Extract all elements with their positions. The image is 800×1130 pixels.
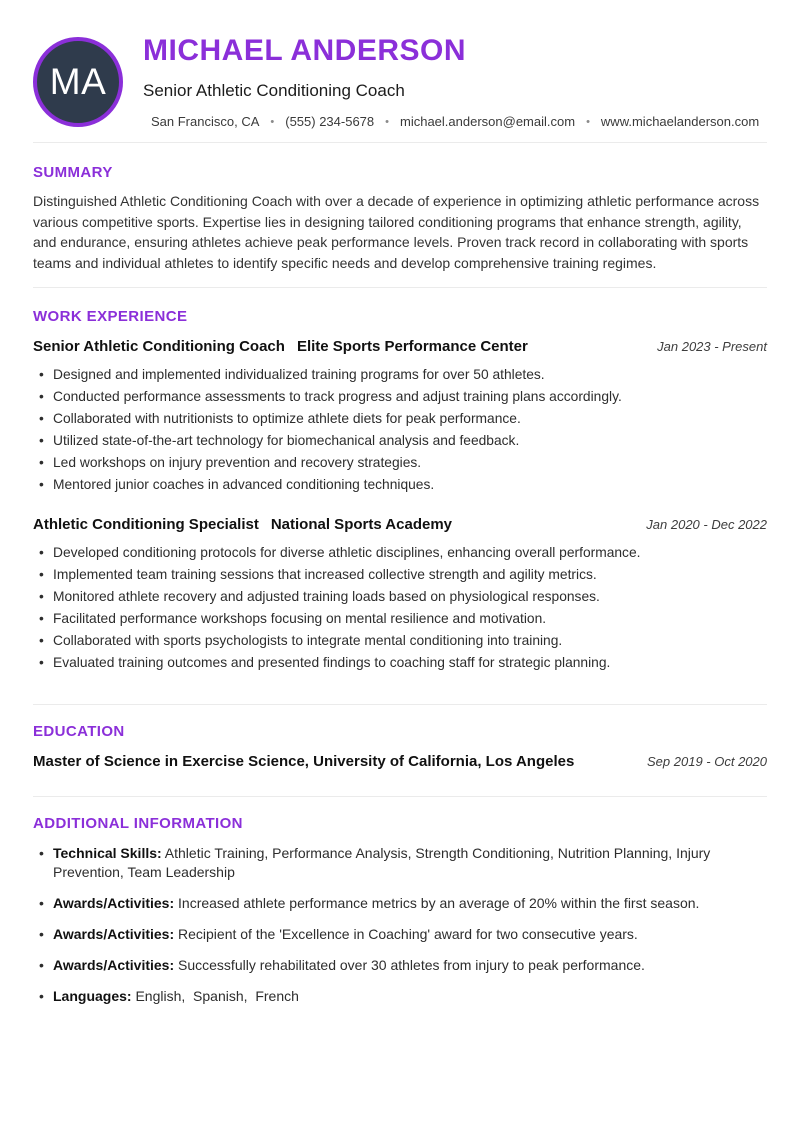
job-entry: [33, 516, 767, 674]
section-education: [33, 705, 767, 796]
job-company: National Sports Academy: [270, 516, 453, 533]
job-bullet: • Evaluated training outcomes and presented findings to coaching staff for strategic planning.: [39, 652, 767, 674]
avatar-initials: MA: [49, 60, 107, 102]
job-bullet: • Collaborated with sports psychologists to integrate mental conditioning into training.: [39, 630, 767, 652]
section-summary: [33, 143, 767, 273]
job-company: Elite Sports Performance Center: [296, 338, 528, 355]
info-item-text: English, Spanish, French: [135, 988, 299, 1004]
job-bullet: • Mentored junior coaches in advanced conditioning techniques.: [39, 474, 767, 496]
name-heading: MICHAEL ANDERSON: [143, 34, 467, 67]
info-item-label: Technical Skills:: [53, 845, 162, 861]
info-item: [39, 987, 767, 1006]
job-dates: Jan 2023 - Present: [657, 339, 767, 354]
work-experience-heading: WORK EXPERIENCE: [33, 308, 188, 325]
contact-website: www.michaelanderson.com: [600, 114, 760, 129]
job-title: Athletic Conditioning Specialist: [33, 516, 259, 533]
job-bullet: • Implemented team training sessions that increased collective strength and agility metrics.: [39, 564, 767, 586]
info-item-text: Recipient of the 'Excellence in Coaching' award for two consecutive years.: [178, 926, 638, 942]
job-entry: [33, 338, 767, 496]
resume-header: [33, 0, 767, 129]
section-additional-information: [33, 797, 767, 1006]
job-title-company: [33, 516, 452, 533]
info-item: [39, 844, 767, 882]
additional-info-list: [33, 844, 767, 1006]
job-header: [33, 516, 767, 533]
info-item-label: Awards/Activities:: [53, 895, 175, 911]
job-bullet: • Developed conditioning protocols for diverse athletic disciplines, enhancing overall performance.: [39, 542, 767, 564]
contact-location: San Francisco, CA: [151, 114, 260, 129]
contact-row: [143, 114, 767, 129]
info-item: [39, 925, 767, 944]
info-item-text: Increased athlete performance metrics by an average of 20% within the first season.: [178, 895, 700, 911]
job-bullet-list: [33, 364, 767, 496]
contact-separator-dot: •: [270, 116, 275, 128]
education-heading: EDUCATION: [33, 723, 125, 740]
job-bullet: • Monitored athlete recovery and adjusted training loads based on physiological responses.: [39, 586, 767, 608]
job-title: Senior Athletic Conditioning Coach: [33, 338, 285, 355]
header-text-block: [143, 34, 767, 129]
info-item-text: Successfully rehabilitated over 30 athletes from injury to peak performance.: [178, 957, 645, 973]
info-item-label: Awards/Activities:: [53, 926, 175, 942]
info-item-label: Languages:: [53, 988, 132, 1004]
job-bullet: • Collaborated with nutritionists to optimize athlete diets for peak performance.: [39, 408, 767, 430]
additional-information-heading: ADDITIONAL INFORMATION: [33, 815, 243, 832]
avatar: [33, 37, 123, 127]
job-bullet: • Utilized state-of-the-art technology for biomechanical analysis and feedback.: [39, 430, 767, 452]
education-entry: [33, 753, 767, 770]
contact-separator-dot: •: [586, 116, 590, 128]
summary-paragraph: Distinguished Athletic Conditioning Coach with over a decade of experience in optimizing athletic performance across various competitive sports. Expertise lies in designing tailored conditioning programs that enhance strength, agility, and endurance, ensuring athletes achieve peak performance levels. Proven track record in collaborating with sports teams and individual athletes to identify specific needs and develop comprehensive training regimes.: [33, 193, 760, 271]
job-bullet-list: [33, 542, 767, 674]
section-work-experience: [33, 288, 767, 704]
contact-phone: (555) 234-5678: [285, 114, 375, 129]
job-dates: Jan 2020 - Dec 2022: [646, 517, 767, 532]
education-dates: Sep 2019 - Oct 2020: [647, 754, 767, 769]
education-degree: Master of Science in Exercise Science, University of California, Los Angeles: [33, 753, 575, 770]
info-item-label: Awards/Activities:: [53, 957, 175, 973]
info-item-text: Athletic Training, Performance Analysis, Strength Conditioning, Nutrition Planning, Injury Prevention, Team Leadership: [53, 845, 715, 880]
contact-separator-dot: •: [385, 116, 389, 128]
job-bullet: • Led workshops on injury prevention and recovery strategies.: [39, 452, 767, 474]
job-bullet: • Conducted performance assessments to track progress and adjust training plans accordingly.: [39, 386, 767, 408]
summary-heading: SUMMARY: [33, 164, 113, 181]
professional-title: Senior Athletic Conditioning Coach: [143, 81, 405, 100]
job-bullet: • Facilitated performance workshops focusing on mental resilience and motivation.: [39, 608, 767, 630]
contact-email: michael.anderson@email.com: [400, 114, 576, 129]
job-bullet: • Designed and implemented individualized training programs for over 50 athletes.: [39, 364, 767, 386]
info-item: [39, 894, 767, 913]
job-title-company: [33, 338, 528, 355]
job-header: [33, 338, 767, 355]
info-item: [39, 956, 767, 975]
